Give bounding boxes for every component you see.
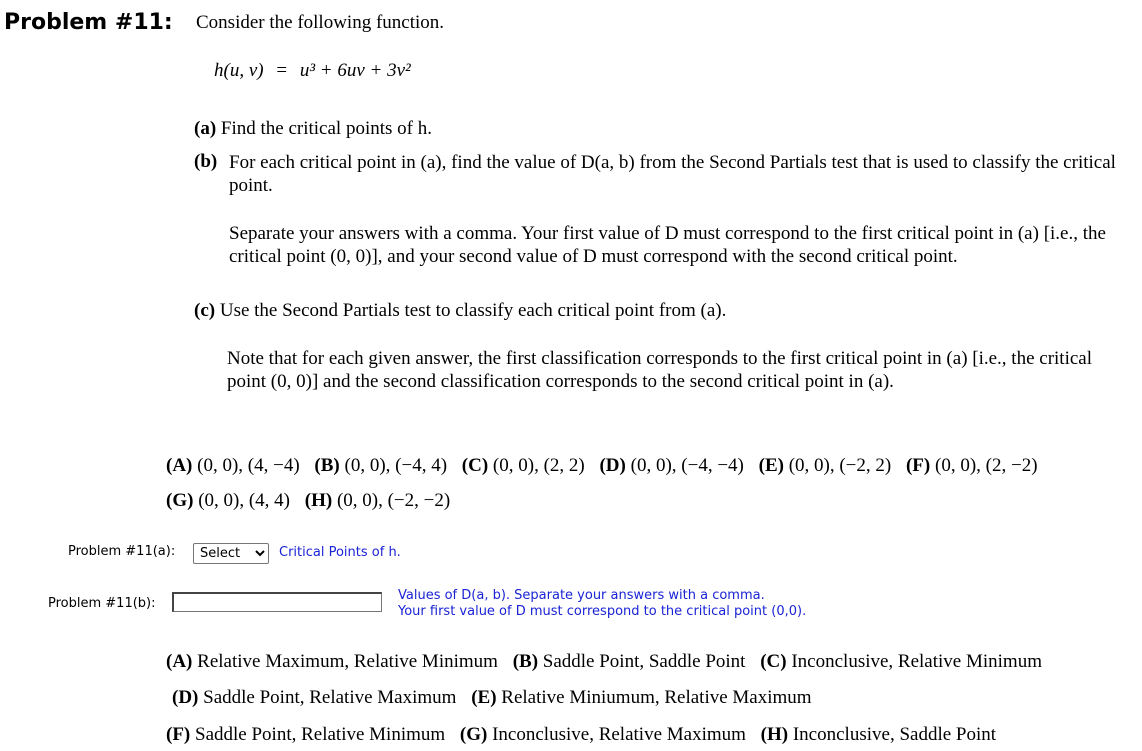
option-c-E: (E) Relative Miniumum, Relative Maximum bbox=[471, 687, 812, 708]
function-lhs: h(u, v) bbox=[214, 60, 264, 81]
option-a-B: (B) (0, 0), (−4, 4) bbox=[314, 455, 448, 476]
part-a-text: Find the critical points of h. bbox=[220, 118, 432, 139]
option-c-D: (D) Saddle Point, Relative Maximum bbox=[172, 687, 457, 708]
answer-a-select[interactable] bbox=[193, 543, 269, 564]
option-c-A: (A) Relative Maximum, Relative Minimum bbox=[166, 651, 498, 672]
option-a-G: (G) (0, 0), (4, 4) bbox=[166, 490, 290, 511]
option-a-H: (H) (0, 0), (−2, −2) bbox=[304, 490, 451, 511]
option-a-E: (E) (0, 0), (−2, 2) bbox=[758, 455, 892, 476]
answer-b-hint-line-2: Your first value of D must correspond to the critical point (0,0). bbox=[398, 604, 807, 619]
part-b-text: For each critical point in (a), find the value of D(a, b) from the Second Partials test that is used to classify the critical point. bbox=[229, 152, 1116, 196]
options-c-row-2 bbox=[172, 687, 822, 709]
option-c-C: (C) Inconclusive, Relative Minimum bbox=[760, 651, 1042, 672]
function-eq: = bbox=[276, 60, 288, 81]
problem-title: Problem #11: bbox=[4, 10, 173, 35]
option-a-A: (A) (0, 0), (4, −4) bbox=[166, 455, 300, 476]
function-definition bbox=[214, 60, 411, 82]
part-c-text: Use the Second Partials test to classify each critical point from (a). bbox=[219, 300, 727, 321]
option-a-F: (F) (0, 0), (2, −2) bbox=[905, 455, 1038, 476]
problem-intro: Consider the following function. bbox=[196, 12, 445, 33]
option-c-B: (B) Saddle Point, Saddle Point bbox=[512, 651, 746, 672]
part-b-label: (b) bbox=[194, 151, 218, 172]
option-c-F: (F) Saddle Point, Relative Minimum bbox=[166, 724, 446, 745]
part-a bbox=[194, 118, 432, 140]
options-c-row-3 bbox=[166, 724, 1006, 746]
option-c-G: (G) Inconclusive, Relative Maximum bbox=[459, 724, 746, 745]
function-rhs: u³ + 6uv + 3v² bbox=[299, 60, 411, 81]
answer-a-label: Problem #11(a): bbox=[68, 544, 176, 559]
options-a-row-2 bbox=[166, 490, 460, 512]
answer-b-input[interactable] bbox=[172, 592, 382, 612]
option-a-C: (C) (0, 0), (2, 2) bbox=[461, 455, 585, 476]
options-a-row-1 bbox=[166, 455, 1048, 477]
option-a-D: (D) (0, 0), (−4, −4) bbox=[599, 455, 744, 476]
part-c bbox=[194, 300, 726, 322]
option-c-H: (H) Inconclusive, Saddle Point bbox=[760, 724, 997, 745]
part-c-label: (c) bbox=[194, 300, 216, 321]
options-c-row-1 bbox=[166, 651, 1052, 673]
answer-a-hint: Critical Points of h. bbox=[279, 545, 401, 560]
part-c-note: Note that for each given answer, the first classification corresponds to the first critical point in (a) [i.e., the critical point (0, 0)] and the second classification corresponds to the second critical point in (a). bbox=[227, 348, 1093, 392]
answer-b-hint-line-1: Values of D(a, b). Separate your answers with a comma. bbox=[398, 588, 765, 603]
answer-b-label: Problem #11(b): bbox=[48, 596, 156, 611]
part-a-label: (a) bbox=[194, 118, 217, 139]
part-b-note: Separate your answers with a comma. Your first value of D must correspond to the first critical point in (a) [i.e., the critical point (0, 0)], and your second value of D must correspond with the second critical point. bbox=[229, 223, 1106, 267]
